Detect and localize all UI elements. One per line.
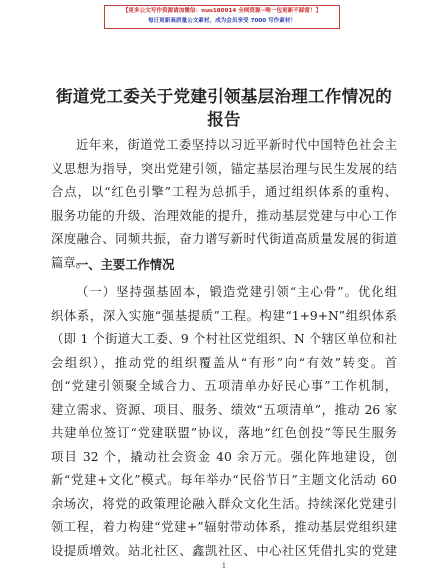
body-line: 建立需求、资源、项目、服务、绩效“五项清单”，推动 26 家 bbox=[51, 402, 397, 417]
promo-line-1: 【更多公文写作资源请加微信：nuo180914 全网资源~唯一包更新不踩雷！】 bbox=[122, 8, 322, 14]
body-line: （即 1 个街道大工委、9 个村社区党组织、N 个辖区单位和社 bbox=[51, 332, 397, 346]
body-line: 会组织），推动党的组织覆盖从“有形”向“有效”转变。首 bbox=[51, 355, 397, 370]
body-line: 项目 32 个，撬动社会资金 40 余万元。强化阵地建设，创 bbox=[51, 449, 397, 464]
body-line: 余场次，将党的政策理论融入群众文化生活。持续深化党建引 bbox=[51, 496, 397, 511]
promo-banner bbox=[104, 5, 340, 29]
body-line: 织体系，深入实施“强基提质”工程。构建“1+9+N”组织体系 bbox=[51, 308, 397, 323]
intro-line: 义思想为指导，突出党建引领，锚定基层治理与民生发展的结 bbox=[51, 161, 397, 176]
body-line: 共建单位签订“党建联盟”协议，落地“红色创投”等民生服务 bbox=[51, 426, 397, 440]
body-line: 创“党建引领聚全域合力、五项清单办好民心事”工作机制， bbox=[51, 379, 397, 393]
promo-line-2: 每日更新高质量公文素材，成为会员享受 7000 写作素材！ bbox=[147, 18, 297, 24]
intro-line: 篇章。 bbox=[51, 255, 88, 270]
body-line: 新“党建+文化”模式。每年举办“民俗节日”主题文化活动 60 bbox=[51, 473, 397, 487]
document-title-line-2: 报告 bbox=[207, 110, 241, 129]
intro-line: 近年来，街道党工委坚持以习近平新时代中国特色社会主 bbox=[76, 138, 397, 152]
document-title-line-1: 街道党工委关于党建引领基层治理工作情况的 bbox=[56, 87, 392, 106]
body-line: 设提质增效。站北社区、鑫凯社区、中心社区凭借扎实的党建 bbox=[51, 543, 397, 558]
intro-line: 合点，以“红色引擎”工程为总抓手，通过组织体系的重构、 bbox=[51, 185, 397, 199]
body-line: （一）坚持强基固本，锻造党建引领“主心骨”。优化组 bbox=[76, 285, 397, 299]
body-paragraph bbox=[51, 281, 397, 563]
body-line: 领工程，着力构建“党建+”辐射带动体系，推动基层党组织建 bbox=[51, 520, 397, 534]
intro-line: 服务功能的升级、治理效能的提升，推动基层党建与中心工作 bbox=[51, 208, 397, 223]
intro-line: 深度融合、同频共振，奋力谱写新时代街道高质量发展的街道 bbox=[51, 232, 397, 246]
section-heading: 一、主要工作情况 bbox=[76, 258, 175, 272]
page-number: 1 bbox=[221, 562, 227, 570]
